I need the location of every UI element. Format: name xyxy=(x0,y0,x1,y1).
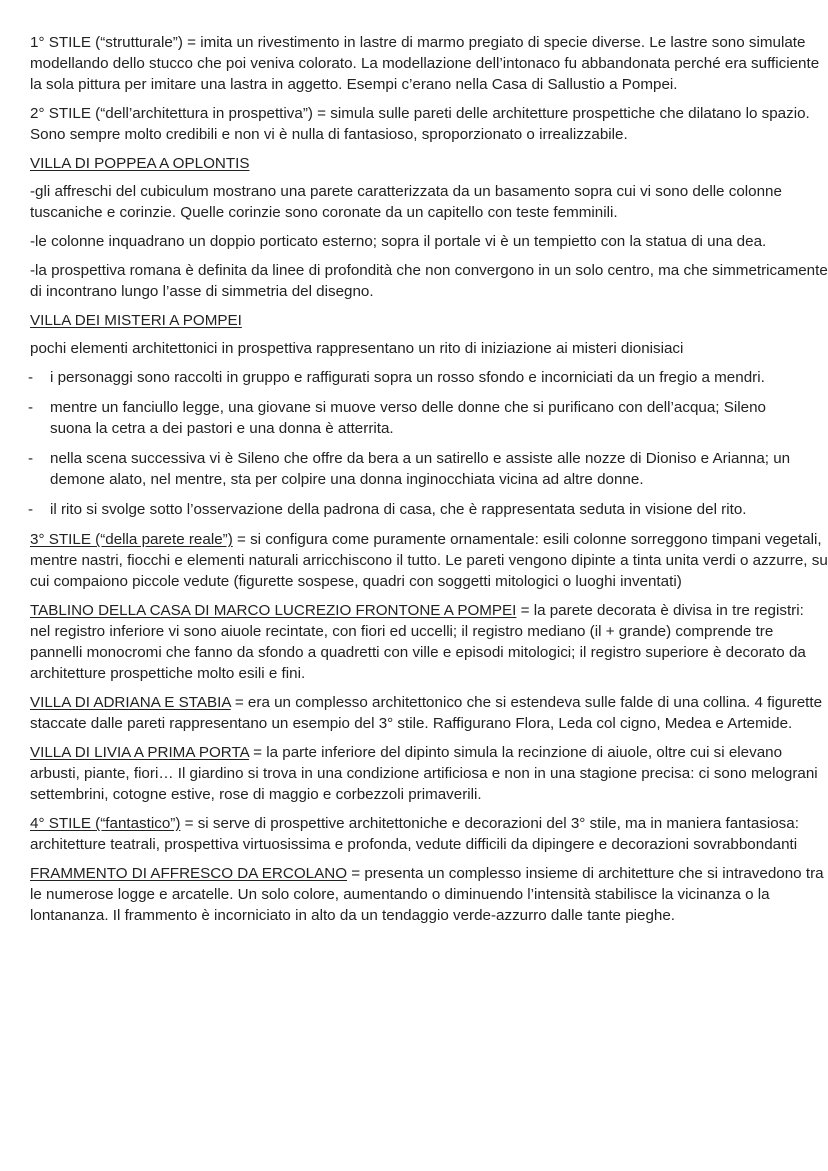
document-body xyxy=(30,32,828,926)
poppea-heading: VILLA DI POPPEA A OPLONTIS xyxy=(30,155,250,172)
list-item-text: i personaggi sono raccolti in gruppo e raffigurati sopra un rosso sfondo e incorniciati da un fregio a mendri. xyxy=(50,369,765,386)
tablino-label: TABLINO DELLA CASA DI MARCO LUCREZIO FRONTONE A POMPEI xyxy=(30,602,517,619)
stile3-label: 3° STILE (“della parete reale”) xyxy=(30,531,233,548)
misteri-heading: VILLA DEI MISTERI A POMPEI xyxy=(30,312,242,329)
tablino-paragraph xyxy=(30,600,828,684)
stile1-paragraph: 1° STILE (“strutturale”) = imita un rivestimento in lastre di marmo pregiato di specie diverse. Le lastre sono simulate modellando dello stucco che poi veniva colorato. La modellazione dell’intonaco fu abbandonata perché era sufficiente la sola pittura per imitare una lastra in aggetto. Esempi c’erano nella Casa di Sallustio a Pompei. xyxy=(30,34,820,93)
livia-label: VILLA DI LIVIA A PRIMA PORTA xyxy=(30,744,249,761)
poppea-paragraph-2: -le colonne inquadrano un doppio porticato esterno; sopra il portale vi è un tempietto con la statua di una dea. xyxy=(30,233,767,250)
adriana-label: VILLA DI ADRIANA E STABIA xyxy=(30,694,231,711)
stile4-paragraph xyxy=(30,813,828,855)
list-item-text: mentre un fanciullo legge, una giovane si muove verso delle donne che si purificano con dell’acqua; Sileno suona la cetra a dei pastori e una donna è atterrita. xyxy=(50,399,766,437)
dash-bullet: - xyxy=(28,501,34,518)
dash-bullet: - xyxy=(28,369,34,386)
adriana-paragraph xyxy=(30,692,828,734)
poppea-paragraph-3: -la prospettiva romana è definita da linee di profondità che non convergono in un solo centro, ma che simmetricamente di incontrano lungo l’asse di simmetria del disegno. xyxy=(30,262,828,300)
ercolano-paragraph xyxy=(30,863,828,926)
misteri-list xyxy=(30,367,828,520)
stile4-text: = si serve di prospettive architettoniche e decorazioni del 3° stile, ma in maniera fantasiosa: architetture teatrali, prospettiva virtuosissima e profonda, vedute difficili da dipingere e decorazioni sovrabbondanti xyxy=(30,815,799,853)
stile4-label: 4° STILE (“fantastico”) xyxy=(30,815,181,832)
tablino-text: = la parete decorata è divisa in tre registri: nel registro inferiore vi sono aiuole recintate, con fiori ed uccelli; il registro mediano (il + grande) comprende tre pannelli monocromi che fanno da sfondo a quadretti con ville e episodi mitologici; il registro superiore è decorato da architetture prospettiche molto esili e fini. xyxy=(30,602,806,682)
livia-text: = la parte inferiore del dipinto simula la recinzione di aiuole, oltre cui si elevano arbusti, piante, fiori… Il giardino si trova in una condizione artificiosa e non in una stagione precisa: ci sono melograni settembrini, cotogne estive, rose di maggio e corbezzoli primaverili. xyxy=(30,744,818,803)
stile3-text: = si configura come puramente ornamentale: esili colonne sorreggono timpani vegetali, mentre nastri, fiocchi e elementi naturali arricchiscono il tutto. Le pareti vengono dipinte a tinta unita verdi o azzurre, su cui compaiono piccole vedute (figurette sospese, quadri con soggetti mitologici o luoghi inventati) xyxy=(30,531,828,590)
list-item xyxy=(30,397,810,439)
list-item-text: nella scena successiva vi è Sileno che offre da bera a un satirello e assiste alle nozze di Dioniso e Arianna; un demone alato, nel mentre, sta per colpire una donna inginocchiata vicina ad altre donne. xyxy=(50,450,791,488)
dash-bullet: - xyxy=(28,399,34,416)
poppea-paragraph-1: -gli affreschi del cubiculum mostrano una parete caratterizzata da un basamento sopra cui vi sono delle colonne tuscaniche e corinzie. Quelle corinzie sono coronate da un capitello con teste femminili. xyxy=(30,183,782,221)
list-item xyxy=(30,367,810,388)
adriana-text: = era un complesso architettonico che si estendeva sulle falde di una collina. 4 figurette staccate dalle pareti rappresentano un esempio del 3° stile. Raffigurano Flora, Leda col cigno, Medea e Artemide. xyxy=(30,694,823,732)
misteri-intro: pochi elementi architettonici in prospettiva rappresentano un rito di iniziazione ai misteri dionisiaci xyxy=(30,340,684,357)
livia-paragraph xyxy=(30,742,828,805)
ercolano-text: = presenta un complesso insieme di architetture che si intravedono tra le numerose logge e arcatelle. Un solo colore, aumentando o diminuendo l’intensità stabilisce la vicinanza o la lontananza. Il frammento è incorniciato in alto da un tendaggio verde-azzurro dalle tante pieghe. xyxy=(30,865,824,924)
list-item xyxy=(30,499,810,520)
stile2-paragraph: 2° STILE (“dell’architettura in prospettiva”) = simula sulle pareti delle architetture prospettiche che dilatano lo spazio. Sono sempre molto credibili e non vi è nulla di fantasioso, sproporzionato o irrealizzabile. xyxy=(30,105,810,143)
stile3-paragraph xyxy=(30,529,828,592)
dash-bullet: - xyxy=(28,450,34,467)
list-item xyxy=(30,448,810,490)
ercolano-label: FRAMMENTO DI AFFRESCO DA ERCOLANO xyxy=(30,865,348,882)
list-item-text: il rito si svolge sotto l’osservazione della padrona di casa, che è rappresentata seduta in visione del rito. xyxy=(50,501,747,518)
